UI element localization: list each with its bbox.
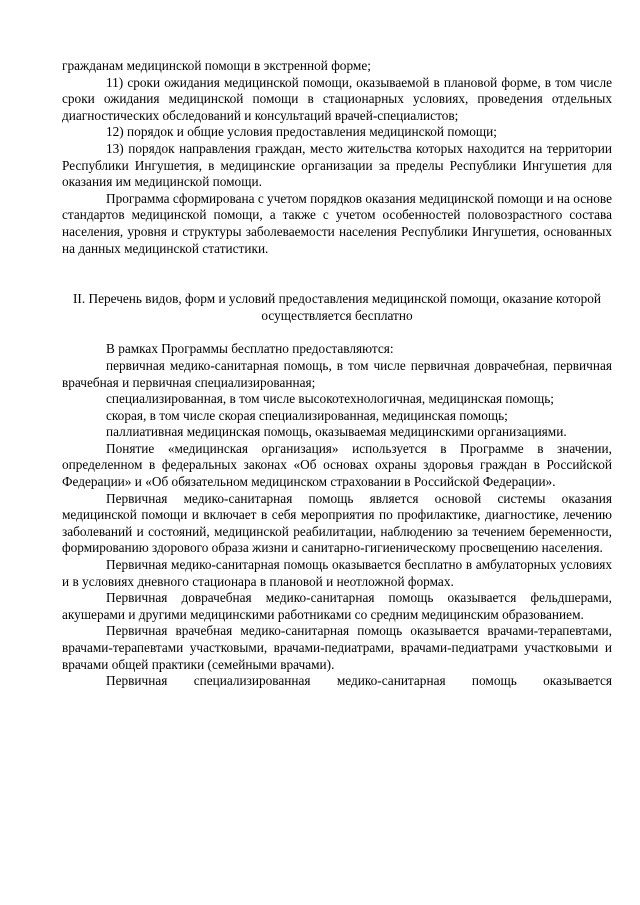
- paragraph-item-11: 11) сроки ожидания медицинской помощи, оказываемой в плановой форме, в том числе сроки ожидания медицинской помощи в стационарных условиях, проведения отдельных диагностических обследований и консультаций врачей-специалистов;: [62, 74, 612, 123]
- paragraph-palliative-care: паллиативная медицинская помощь, оказываемая медицинскими организациями.: [106, 424, 567, 440]
- paragraph-item-12: 12) порядок и общие условия предоставления медицинской помощи;: [106, 124, 497, 140]
- paragraph-prephysician-care: Первичная доврачебная медико-санитарная помощь оказывается фельдшерами, акушерами и другими медицинскими работниками со средним медицинским образованием.: [62, 590, 612, 622]
- paragraph-primary-care: первичная медико-санитарная помощь, в том числе первичная доврачебная, первичная врачебная и первичная специализированная;: [62, 357, 612, 390]
- paragraph-medical-organization: Понятие «медицинская организация» используется в Программе в значении, определенном в федеральных законах «Об основах охраны здоровья граждан в Российской Федерации» и «Об обязательном медицинском страховании в Российской Федерации».: [62, 440, 612, 490]
- paragraph-specialized-primary-care: Первичная специализированная медико-санитарная помощь оказывается: [106, 673, 612, 689]
- paragraph-physician-care: Первичная врачебная медико-санитарная помощь оказывается врачами-терапевтами, врачами-терапевтами участковыми, врачами-педиатрами, врачами-педиатрами участковыми и врачами общей практики (семейными врачами).: [62, 623, 612, 672]
- heading-spacer: [62, 324, 612, 341]
- paragraph-primary-care-free: Первичная медико-санитарная помощь оказывается бесплатно в амбулаторных условиях и в условиях дневного стационара в плановой и неотложной формах.: [62, 557, 612, 589]
- paragraph-program-formed: Программа сформирована с учетом порядков оказания медицинской помощи и на основе стандартов медицинской помощи, а также с учетом особенностей половозрастного состава населения, уровня и структуры заболеваемости населения Республики Ингушетия, основанных на данных медицинской статистики.: [62, 190, 612, 256]
- paragraph-emergency-care: скорая, в том числе скорая специализированная, медицинская помощь;: [106, 407, 508, 423]
- paragraph-continuation: гражданам медицинской помощи в экстренной форме;: [62, 58, 371, 73]
- paragraph-primary-care-basis: Первичная медико-санитарная помощь является основой системы оказания медицинской помощи и включает в себя мероприятия по профилактике, диагностике, лечению заболеваний и состояний, медицинской реабилитации, наблюдению за течением беременности, формированию здорового образа жизни и санитарно-гигиеническому просвещению населения.: [62, 490, 612, 556]
- paragraph-free-provided: В рамках Программы бесплатно предоставляются:: [106, 341, 394, 357]
- section-spacer: [62, 257, 612, 291]
- section-heading: II. Перечень видов, форм и условий предоставления медицинской помощи, оказание которой осуществляется бесплатно: [72, 291, 602, 323]
- paragraph-item-13: 13) порядок направления граждан, место жительства которых находится на территории Республики Ингушетия, в медицинские организации за пределы Республики Ингушетия для оказания им медицинской помощи.: [62, 140, 612, 190]
- document-page: [62, 58, 612, 690]
- paragraph-specialized-care: специализированная, в том числе высокотехнологичная, медицинская помощь;: [106, 391, 554, 407]
